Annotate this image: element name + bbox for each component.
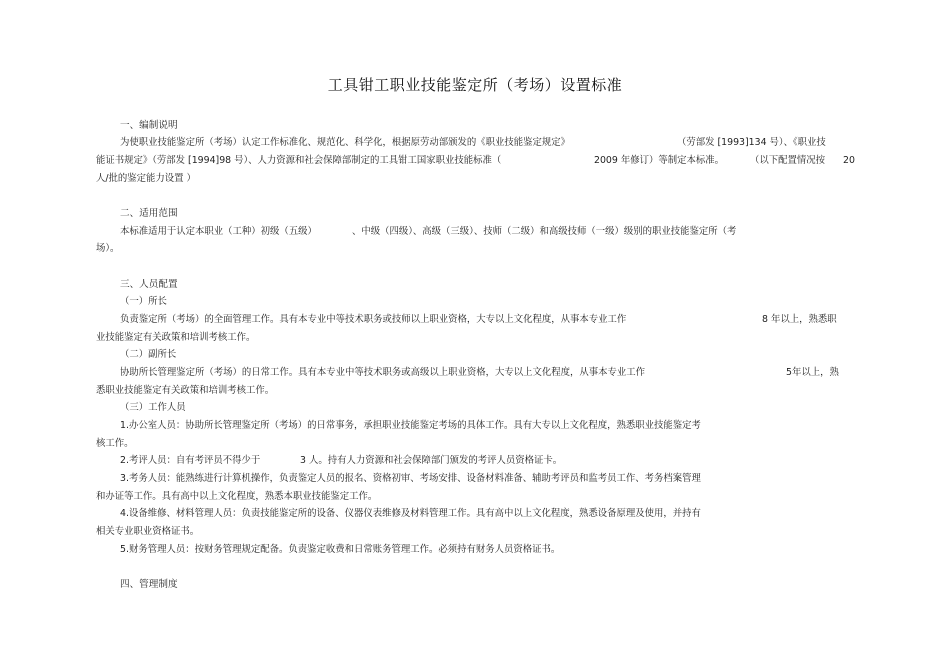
staff-item4-line1: 4.设备维修、材料管理人员：负责技能鉴定所的设备、仪器仪表维修及材料管理工作。具有高中以上文化程度，熟悉设备原理及使用，并持有 xyxy=(120,508,701,519)
section2-line2: 场）。 xyxy=(96,243,120,254)
section1-line1-part2: （劳部发 [1993]134 号）、《职业技 xyxy=(677,137,826,148)
staff-item1-line1: 1.办公室人员：协助所长管理鉴定所（考场）的日常事务，承担职业技能鉴定考场的具体工作。具有大专以上文化程度，熟悉职业技能鉴定考 xyxy=(120,420,701,431)
subheading-deputy-director: （二）副所长 xyxy=(120,349,177,360)
section1-line1-part1: 为使职业技能鉴定所（考场）认定工作标准化、规范化、科学化，根据原劳动部颁发的《职业技能鉴定规定》 xyxy=(120,137,571,148)
deputy-line1-part1: 协助所长管理鉴定所（考场）的日常工作。具有本专业中等技术职务或高级以上职业资格，大专以上文化程度，从事本专业工作 xyxy=(120,367,646,378)
staff-item2-part2: 3 人。持有人力资源和社会保障部门颁发的考评人员资格证卡。 xyxy=(300,455,563,466)
section-heading-management: 四、管理制度 xyxy=(120,579,178,590)
section-heading-staffing: 三、人员配置 xyxy=(120,279,178,290)
director-line2: 业技能鉴定有关政策和培训考核工作。 xyxy=(96,332,256,343)
document-title: 工具钳工职业技能鉴定所（考场）设置标准 xyxy=(327,76,623,94)
director-line1-part2: 8 年以上，熟悉职 xyxy=(762,314,837,325)
deputy-line1-part2: 5年以上，熟 xyxy=(786,367,839,378)
section2-line1-part1: 本标准适用于认定本职业（工种）初级（五级） xyxy=(120,226,317,237)
staff-item1-line2: 核工作。 xyxy=(96,438,134,449)
section1-line3: 人/批的鉴定能力设置 ） xyxy=(96,173,196,184)
staff-item4-line2: 相关专业职业资格证书。 xyxy=(96,526,200,537)
section1-line2-part3: （以下配置情况按 xyxy=(750,155,826,166)
section2-line1-part2: 、中级（四级）、高级（三级）、技师（二级）和高级技师（一级）级别的职业技能鉴定所（考 xyxy=(352,226,737,237)
staff-item3-line2: 和办证等工作。具有高中以上文化程度，熟悉本职业技能鉴定工作。 xyxy=(96,491,378,502)
deputy-line2: 悉职业技能鉴定有关政策和培训考核工作。 xyxy=(96,385,275,396)
staff-item2-part1: 2.考评人员：自有考评员不得少于 xyxy=(120,455,261,466)
section1-line2-part4: 20 xyxy=(843,155,855,166)
staff-item5: 5.财务管理人员：按财务管理规定配备。负责鉴定收费和日常账务管理工作。必须持有财务人员资格证书。 xyxy=(120,544,561,555)
subheading-staff: （三）工作人员 xyxy=(120,402,186,413)
staff-item3-line1: 3.考务人员：能熟练进行计算机操作，负责鉴定人员的报名、资格初审、考场安排、设备材料准备、辅助考评员和监考员工作、考务档案管理 xyxy=(120,473,701,484)
section-heading-compilation: 一、编制说明 xyxy=(120,120,178,131)
section1-line2-part2: 2009 年修订）等制定本标准。 xyxy=(594,155,724,166)
section-heading-scope: 二、适用范围 xyxy=(120,208,178,219)
section1-line2-part1: 能证书规定》（劳部发 [1994]98 号）、人力资源和社会保障部制定的工具钳工国家职业技能标准（ xyxy=(96,155,502,166)
subheading-director: （一）所长 xyxy=(120,296,167,307)
director-line1-part1: 负责鉴定所（考场）的全面管理工作。具有本专业中等技术职务或技师以上职业资格，大专以上文化程度，从事本专业工作 xyxy=(120,314,627,325)
